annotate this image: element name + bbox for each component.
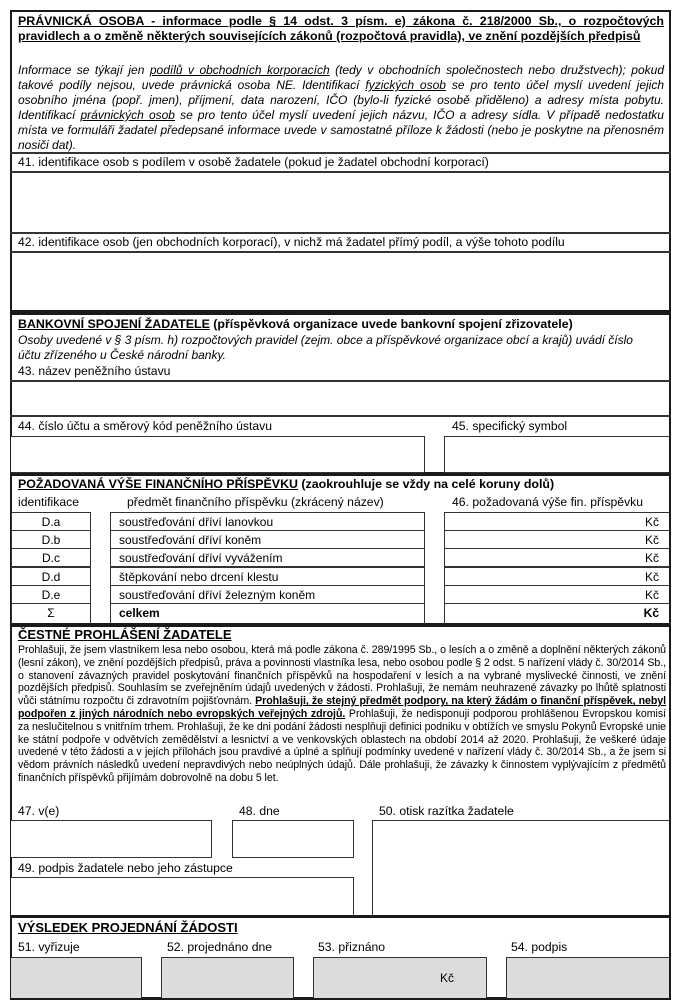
row-id-db: D.b xyxy=(11,530,91,549)
row-id-da: D.a xyxy=(11,512,91,531)
row-predmet-da: soustřeďování dříví lanovkou xyxy=(110,512,425,531)
info-text-3: se pro tento účel myslí uvedení jejich osobního jména (popř. jmen), příjmení, data narození, IČO (bylo-li fyzické osobě přiděleno) a adresy místa pobytu. Identifikací xyxy=(18,78,664,122)
field-52-label: 52. projednáno dne xyxy=(167,940,273,954)
bankovni-spojeni-title-note: (příspěvková organizace uvede bankovní spojení zřizovatele) xyxy=(209,317,573,331)
row-vyse-dd[interactable] xyxy=(444,567,669,586)
row-predmet-dd: štěpkování nebo drcení klestu xyxy=(110,567,425,586)
currency-label: Kč xyxy=(644,515,659,529)
field-49-input[interactable] xyxy=(11,877,354,915)
info-underlined-3: právnických osob xyxy=(80,108,175,122)
row-predmet-de: soustřeďování dříví železným koněm xyxy=(110,585,425,604)
cestne-prohlaseni-text xyxy=(18,644,666,785)
field-50-input[interactable] xyxy=(372,820,669,917)
info-underlined-1: podílů v obchodních korporacích xyxy=(149,63,330,77)
field-52-input[interactable] xyxy=(161,957,294,998)
col-header-vyse: 46. požadovaná výše fin. příspěvku xyxy=(452,495,644,509)
field-50-label: 50. otisk razítka žadatele xyxy=(379,804,514,818)
field-45-input[interactable] xyxy=(444,436,669,473)
currency-label: Kč xyxy=(644,570,659,584)
field-48-input[interactable] xyxy=(232,820,354,858)
divider xyxy=(10,415,671,417)
currency-label: Kč xyxy=(643,606,659,620)
pozadovana-vyse-title-main: POŽADOVANÁ VÝŠE FINANČNÍHO PŘÍSPĚVKU xyxy=(18,477,298,491)
field-42-input[interactable] xyxy=(12,253,669,311)
row-id-de: D.e xyxy=(11,585,91,604)
currency-label: Kč xyxy=(644,533,659,547)
row-predmet-dc: soustřeďování dříví vyvážením xyxy=(110,548,425,567)
field-54-input[interactable] xyxy=(506,957,669,998)
pozadovana-vyse-title-note: (zaokrouhluje se vždy na celé koruny dolů) xyxy=(297,477,555,491)
info-text-2: (tedy v obchodních společnostech nebo družstvech); pokud takové podíly nejsou, uvede právnická osoba NE. Identifikací xyxy=(18,63,664,92)
pravnicka-osoba-info xyxy=(18,63,664,153)
row-vyse-de[interactable] xyxy=(444,585,669,604)
field-49-label: 49. podpis žadatele nebo jeho zástupce xyxy=(18,861,233,875)
bankovni-spojeni-title xyxy=(18,317,664,332)
field-43-input[interactable] xyxy=(12,382,669,414)
field-53-label: 53. přiznáno xyxy=(318,940,386,954)
field-45-label: 45. specifický symbol xyxy=(452,419,568,433)
divider xyxy=(10,152,671,154)
field-51-input[interactable] xyxy=(11,957,142,998)
prohlaseni-text-1: Prohlašuji, že jsem vlastníkem lesa nebo osobou, která má podle zákona č. 289/1995 Sb., o lesích a o změně a doplnění některých zákonů (lesní zákon), ve znění pozdějších předpisů, práva a povinnosti vlastníka lesa, nebo osobou podle § 2 odst. 5 nařízení vlády č. 30/2014 Sb., o stanovení závazných pravidel poskytování finančních příspěvků na hospodaření v lesích a na vybrané myslivecké činnosti, ve znění pozdějších předpisů. Souhlasím se zveřejněním údajů uvedených v žádosti. Prohlašuji, že nemám neuhrazené závazky po lhůtě splatnosti vůči státnímu rozpočtu či zdravotním pojišťovnám. xyxy=(18,644,666,708)
divider xyxy=(10,232,671,234)
field-48-label: 48. dne xyxy=(239,804,280,818)
cestne-prohlaseni-title: ČESTNÉ PROHLÁŠENÍ ŽADATELE xyxy=(18,627,232,642)
row-vyse-total[interactable] xyxy=(444,603,669,624)
pravnicka-osoba-title: PRÁVNICKÁ OSOBA - informace podle § 14 odst. 3 písm. e) zákona č. 218/2000 Sb., o rozpočtových pravidlech a o změně některých souvisejících zákonů (rozpočtová pravidla), ve znění pozdějších předpisů xyxy=(18,14,664,43)
prohlaseni-text-2: Prohlašuji, že nedisponuji podporou prohlášenou Evropskou komisí za neslučitelnou s vnitřním trhem. Prohlašuji, že ke dni podání žádosti nesplňuji definici podniku v obtížích ve smyslu Pokynů Evropské unie ke státní podpoře v odvětvích zemědělství a lesnictví a ve venkovských oblastech na období 2014 až 2020. Prohlašuji, že veškeré údaje uvedené v této žádosti a v jejích přílohách jsou pravdivé a úplné a splňují podmínky uvedené v nařízení vlády č. 30/2014 Sb., a že jsem si vědom právních následků uvedení nepravdivých nebo neúplných údajů. Dále prohlašuji, že závazky k činnostem vyplývajícím z předmětů finančních příspěvků přijímám dobrovolně na dobu 5 let. xyxy=(18,707,666,784)
row-id-dc: D.c xyxy=(11,548,91,567)
pozadovana-vyse-title xyxy=(18,477,664,492)
row-predmet-db: soustřeďování dříví koněm xyxy=(110,530,425,549)
currency-label: Kč xyxy=(644,551,659,565)
row-vyse-da[interactable] xyxy=(444,512,669,531)
vysledek-header-line xyxy=(372,915,671,918)
field-44-label: 44. číslo účtu a směrový kód peněžního ústavu xyxy=(18,419,273,433)
field-41-input[interactable] xyxy=(12,173,669,231)
info-underlined-2: fyzických osob xyxy=(365,78,446,92)
vysledek-title-frame xyxy=(10,915,374,918)
field-47-input[interactable] xyxy=(11,820,212,858)
info-text-1: Informace se týkají jen xyxy=(18,63,150,77)
row-vyse-dc[interactable] xyxy=(444,548,669,567)
currency-label: Kč xyxy=(440,971,455,985)
field-54-label: 54. podpis xyxy=(511,940,568,954)
vysledek-title: VÝSLEDEK PROJEDNÁNÍ ŽÁDOSTI xyxy=(18,920,238,935)
field-41-label: 41. identifikace osob s podílem v osobě žadatele (pokud je žadatel obchodní korporací) xyxy=(18,155,489,169)
bankovni-spojeni-info: Osoby uvedené v § 3 písm. h) rozpočtových pravidel (zejm. obce a příspěvkové organizace obcí a krajů) uvádí číslo účtu zřízeného u České národní banky. xyxy=(18,333,633,362)
info-text-4: se pro tento účel myslí uvedení jejich názvu, IČO a adresy sídla. V případě nedostatku místa ve formuláři žadatel předepsané informace uvede v samostatné příloze k žádosti (nebo je poskytne na přenosném nosiči dat). xyxy=(18,108,664,152)
field-47-label: 47. v(e) xyxy=(18,804,60,818)
field-51-label: 51. vyřizuje xyxy=(18,940,80,954)
field-42-label: 42. identifikace osob (jen obchodních korporací), v nichž má žadatel přímý podíl, a výše tohoto podílu xyxy=(18,235,565,249)
field-43-label: 43. název peněžního ústavu xyxy=(18,364,171,378)
field-53-input[interactable] xyxy=(313,957,487,998)
field-44-input[interactable] xyxy=(11,436,425,473)
prohlaseni-text-bold: Prohlašuji, že stejný předmět podpory, na který žádám o finanční příspěvek, nebyl podpořen z jiných národních nebo evropských veřejných zdrojů. xyxy=(18,695,667,720)
row-vyse-db[interactable] xyxy=(444,530,669,549)
bankovni-spojeni-title-main: BANKOVNÍ SPOJENÍ ŽADATELE xyxy=(18,317,210,331)
row-id-total: Σ xyxy=(11,603,91,624)
col-header-identifikace: identifikace xyxy=(18,495,79,509)
row-predmet-total: celkem xyxy=(110,603,425,624)
row-id-dd: D.d xyxy=(11,567,91,586)
col-header-predmet: předmět finančního příspěvku (zkrácený název) xyxy=(127,495,384,509)
currency-label: Kč xyxy=(644,588,659,602)
